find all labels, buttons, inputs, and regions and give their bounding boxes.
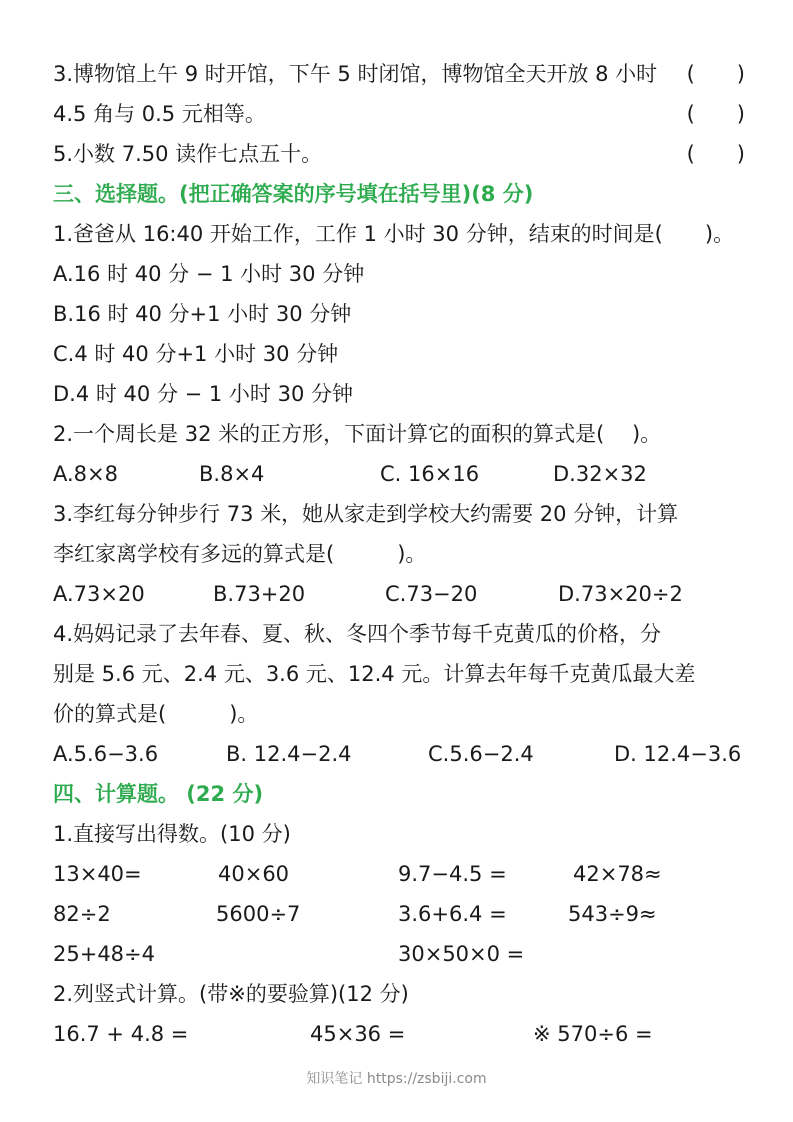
q2-option-d: D.32×32 — [553, 462, 647, 486]
calc-row-1 — [53, 856, 745, 892]
q1-option-c: C.4 时 40 分+1 小时 30 分钟 — [53, 342, 339, 366]
q4-stem-line-1: 4.妈妈记录了去年春、夏、秋、冬四个季节每千克黄瓜的价格，分 — [53, 622, 662, 646]
vertical-calc-item: 16.7 + 4.8 = — [53, 1022, 189, 1046]
q3-option-b: B.73+20 — [213, 582, 306, 606]
q1-option-b: B.16 时 40 分+1 小时 30 分钟 — [53, 302, 352, 326]
calc-sub1-title: 1.直接写出得数。(10 分) — [53, 822, 291, 846]
calc-item: 3.6+6.4 = — [398, 902, 507, 926]
q4-stem-line-3: 价的算式是( )。 — [53, 702, 259, 726]
q3-stem-line-2: 李红家离学校有多远的算式是( )。 — [53, 542, 427, 566]
q3-options — [53, 576, 745, 612]
q2-options — [53, 456, 745, 492]
footer-watermark: 知识笔记 https://zsbiji.com — [306, 1071, 487, 1087]
calc-item: 13×40= — [53, 862, 142, 886]
q1-option-a: A.16 时 40 分 − 1 小时 30 分钟 — [53, 262, 365, 286]
q4-option-d: D. 12.4−3.6 — [614, 742, 742, 766]
q1-stem: 1.爸爸从 16:40 开始工作，工作 1 小时 30 分钟，结束的时间是( )。 — [53, 222, 735, 246]
q3-option-d: D.73×20÷2 — [558, 582, 683, 606]
q2-option-c: C. 16×16 — [380, 462, 480, 486]
q4-stem-line-2: 别是 5.6 元、2.4 元、3.6 元、12.4 元。计算去年每千克黄瓜最大差 — [53, 662, 696, 686]
calc-sub2-title: 2.列竖式计算。(带※的要验算)(12 分) — [53, 982, 409, 1006]
answer-parentheses: ( ) — [686, 102, 745, 126]
calc-item: 9.7−4.5 = — [398, 862, 507, 886]
section-4-title: 四、计算题。 (22 分) — [53, 782, 264, 806]
calc-item: 25+48÷4 — [53, 942, 155, 966]
q4-option-c: C.5.6−2.4 — [428, 742, 534, 766]
q3-option-a: A.73×20 — [53, 582, 145, 606]
judge-item-5 — [53, 136, 745, 172]
q4-options — [53, 736, 745, 772]
calc-item: 40×60 — [218, 862, 290, 886]
calc-item: 30×50×0 = — [398, 942, 525, 966]
vertical-calc-row — [53, 1016, 745, 1052]
vertical-calc-item: 45×36 = — [310, 1022, 406, 1046]
q1-option-d: D.4 时 40 分 − 1 小时 30 分钟 — [53, 382, 354, 406]
q2-option-b: B.8×4 — [199, 462, 265, 486]
calc-item: 543÷9≈ — [568, 902, 657, 926]
judge-item-5-text: 5.小数 7.50 读作七点五十。 — [53, 142, 323, 166]
answer-parentheses: ( ) — [686, 142, 745, 166]
judge-item-3 — [53, 56, 745, 92]
calc-item: 5600÷7 — [216, 902, 301, 926]
section-3-title: 三、选择题。(把正确答案的序号填在括号里)(8 分) — [53, 182, 534, 206]
q4-option-b: B. 12.4−2.4 — [226, 742, 352, 766]
calc-row-3 — [53, 936, 745, 972]
q3-option-c: C.73−20 — [385, 582, 478, 606]
answer-parentheses: ( ) — [686, 62, 745, 86]
q2-stem: 2.一个周长是 32 米的正方形，下面计算它的面积的算式是( )。 — [53, 422, 662, 446]
calc-item: 42×78≈ — [573, 862, 662, 886]
judge-item-3-text: 3.博物馆上午 9 时开馆，下午 5 时闭馆，博物馆全天开放 8 小时 — [53, 62, 658, 86]
vertical-calc-item: ※ 570÷6 = — [533, 1022, 653, 1046]
q4-option-a: A.5.6−3.6 — [53, 742, 159, 766]
q3-stem-line-1: 3.李红每分钟步行 73 米，她从家走到学校大约需要 20 分钟，计算 — [53, 502, 679, 526]
judge-item-4 — [53, 96, 745, 132]
calc-item: 82÷2 — [53, 902, 111, 926]
calc-row-2 — [53, 896, 745, 932]
q2-option-a: A.8×8 — [53, 462, 118, 486]
judge-item-4-text: 4.5 角与 0.5 元相等。 — [53, 102, 266, 126]
